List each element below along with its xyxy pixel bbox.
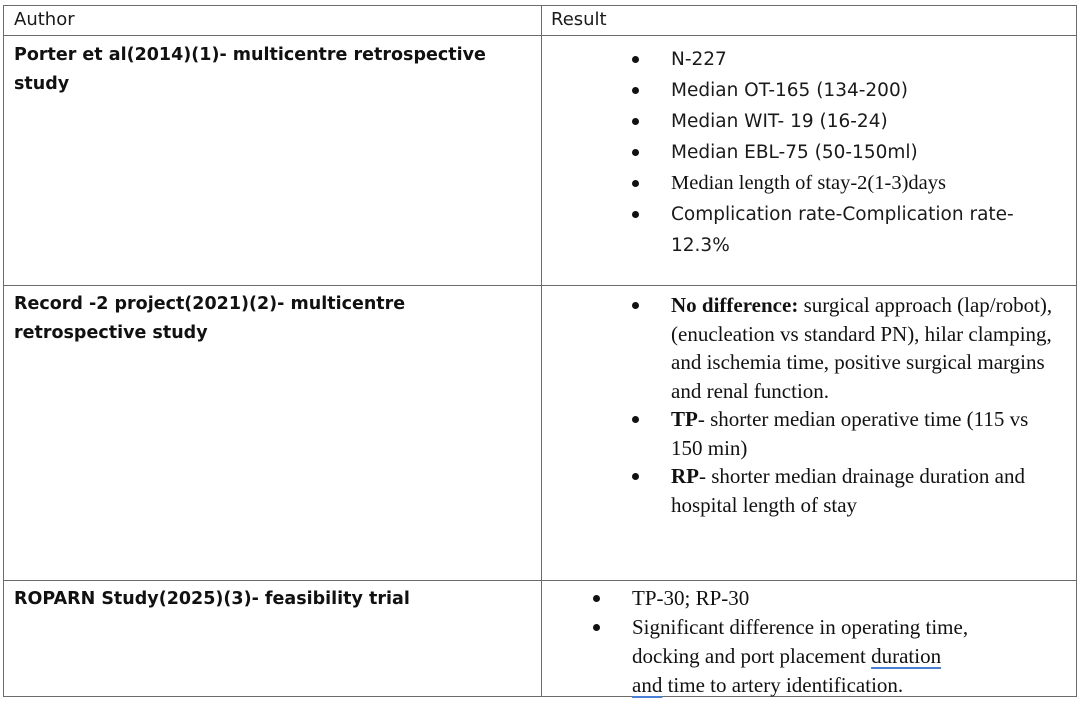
bullet-icon [632,473,639,480]
row-3-author: ROPARN Study(2025)(3)- feasibility trial [14,589,410,609]
list-item: RP- shorter median drainage duration and hospital length of stay [541,462,1061,519]
row-divider-1 [4,285,1076,286]
bullet-icon [632,180,639,187]
list-item: Complication rate-Complication rate-12.3% [541,199,1051,261]
header-author: Author [14,9,75,30]
results-table [3,5,1077,697]
list-item: TP-30; RP-30 [541,584,971,613]
list-item: Median EBL-75 (50-150ml) [541,137,1051,168]
row-1-author: Porter et al(2014)(1)- multicentre retrospective study [14,45,486,94]
list-item: Median length of stay-2(1-3)days [541,168,1051,199]
header-divider [4,35,1076,36]
header-result: Result [551,9,607,30]
row-2-results [541,291,1061,519]
row-divider-2 [4,580,1076,581]
bullet-icon [632,56,639,63]
list-item: Median OT-165 (134-200) [541,75,1051,106]
row-3-results [541,584,971,700]
bullet-icon [632,211,639,218]
list-item: Significant difference in operating time, docking and port placement duration and time to artery identification. [541,613,971,700]
bullet-icon [632,416,639,423]
list-item: No difference: surgical approach (lap/robot), (enucleation vs standard PN), hilar clamping, and ischemia time, positive surgical margins and renal function. [541,291,1061,405]
row-1-results [541,44,1051,261]
bullet-icon [593,595,600,602]
bullet-icon [593,624,600,631]
bullet-icon [632,302,639,309]
bullet-icon [632,149,639,156]
spellcheck-underlined-text: duration and [632,644,942,697]
list-item: TP- shorter median operative time (115 vs 150 min) [541,405,1061,462]
bullet-icon [632,118,639,125]
bullet-icon [632,87,639,94]
row-2-author: Record -2 project(2021)(2)- multicentre retrospective study [14,294,406,343]
list-item: Median WIT- 19 (16-24) [541,106,1051,137]
list-item: N-227 [541,44,1051,75]
